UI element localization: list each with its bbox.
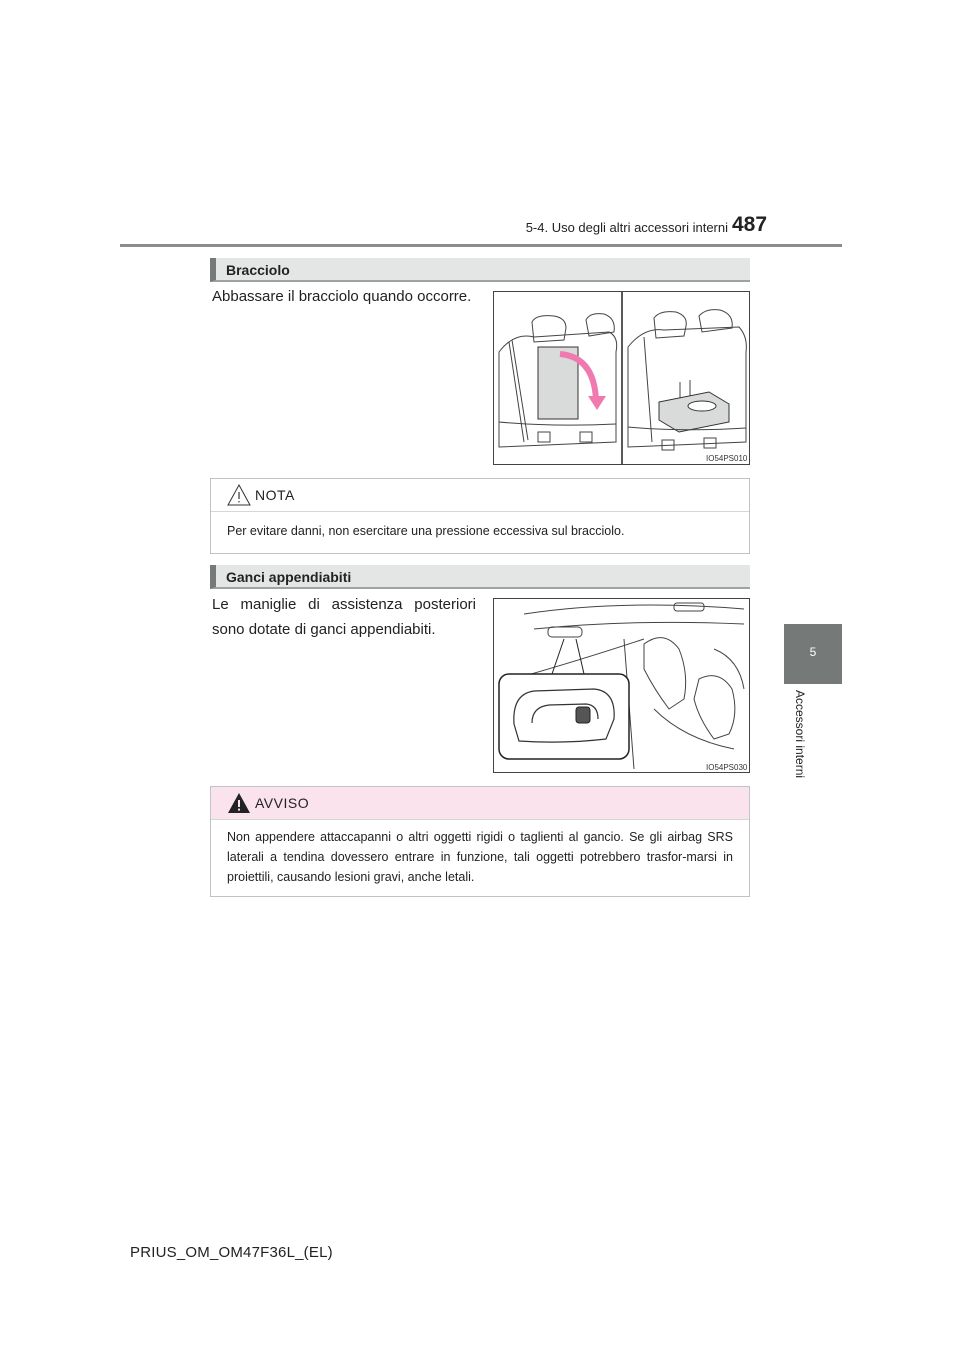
section-header-hooks: [210, 565, 750, 589]
header-rule: [120, 244, 842, 247]
note-title: NOTA: [255, 487, 295, 503]
note-box-header: [211, 479, 749, 512]
caution-outline-icon: [227, 483, 251, 507]
armrest-text: Abbassare il bracciolo quando occorre.: [212, 288, 472, 305]
note-box: [210, 478, 750, 554]
figure-code: IO54PS010: [706, 454, 748, 463]
page-number: 487: [732, 213, 768, 236]
section-heading: Ganci appendiabiti: [226, 569, 352, 585]
hook-illustration: [493, 598, 750, 773]
armrest-drawing: [494, 292, 749, 464]
section-heading: Bracciolo: [226, 262, 290, 278]
armrest-illustration: [493, 291, 750, 465]
chapter-label: Accessori interni: [793, 690, 807, 779]
note-text: Per evitare danni, non esercitare una pressione eccessiva sul bracciolo.: [227, 524, 625, 538]
warning-box: [210, 786, 750, 897]
figure-code: IO54PS030: [706, 763, 748, 772]
warning-box-header: [211, 787, 749, 820]
section-header-armrest: [210, 258, 750, 282]
warning-text: Non appendere attaccapanni o altri oggetti rigidi o taglienti al gancio. Se gli airbag SRS laterali a tendina dovessero entrare in funzione, tali oggetti potrebbero trasfor-marsi in proiettili, causando lesioni gravi, anche letali.: [227, 830, 733, 884]
warning-icon: [227, 791, 251, 815]
document-code: PRIUS_OM_OM47F36L_(EL): [130, 1244, 333, 1261]
chapter-number: 5: [809, 645, 817, 659]
section-title: 5-4. Uso degli altri accessori interni: [525, 220, 728, 235]
warning-title: AVVISO: [255, 795, 310, 811]
hook-drawing: [494, 599, 749, 772]
hooks-text: Le maniglie di assistenza posteriori sono dotate di ganci appendiabiti.: [212, 596, 476, 638]
